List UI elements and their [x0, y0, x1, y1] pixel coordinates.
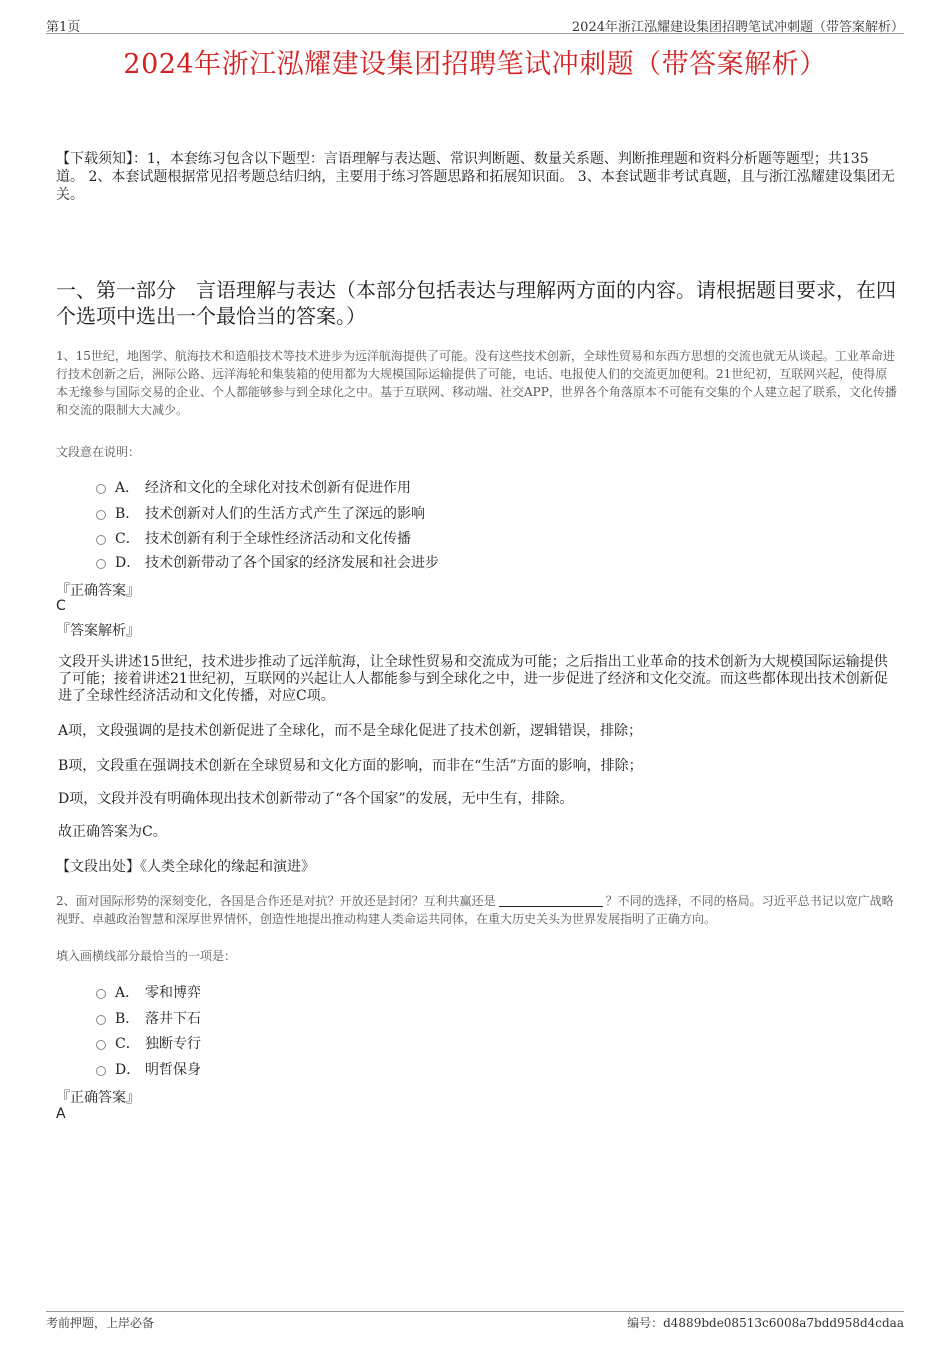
- question-1-option-d[interactable]: D． 技术创新带动了各个国家的经济发展和社会进步: [96, 552, 439, 572]
- radio-icon[interactable]: [96, 484, 106, 494]
- question-1-text: 1、15世纪，地图学、航海技术和造船技术等技术进步为远洋航海提供了可能。没有这些技术创新，全球性贸易和东西方思想的交流也就无从谈起。工业革命进行技术创新之后，洲际公路、远洋海轮和集装箱的使用都为大规模国际运输提供了可能，电话、电报使人们的交流更加便利。21世纪初，互联网兴起，使得原本无缘参与国际交易的企业、个人都能够参与到全球化之中。基于互联网、移动端、社交APP，世界各个角落原本不可能有交集的个人建立起了联系，文化传播和交流的限制大大减少。: [56, 349, 897, 417]
- question-1-conclusion: 故正确答案为C。: [58, 824, 167, 840]
- fill-blank: [499, 906, 603, 907]
- radio-icon[interactable]: [96, 1040, 106, 1050]
- question-2-answer-label: 『正确答案』: [56, 1090, 140, 1106]
- footer-slogan: 考前押题，上岸必备: [46, 1316, 155, 1330]
- question-1-option-b[interactable]: B． 技术创新对人们的生活方式产生了深远的影响: [96, 503, 425, 523]
- question-2-option-a[interactable]: A． 零和博弈: [96, 982, 201, 1002]
- question-2-answer: A: [56, 1106, 66, 1122]
- footer-serial: 编号：d4889bde08513c6008a7bdd958d4cdaa: [627, 1316, 904, 1330]
- question-1-prompt: 文段意在说明：: [56, 445, 141, 459]
- header-divider: [46, 33, 904, 34]
- download-notice: 【下载须知】：1，本套练习包含以下题型：言语理解与表达题、常识判断题、数量关系题、判断推理题和资料分析题等题型；共135道。 2、本套试题根据常见招考题总结归纳，主要用于练习答题思路和拓展知识面。 3、本套试题非考试真题，且与浙江泓耀建设集团无关。: [56, 151, 895, 203]
- question-2-prompt: 填入画横线部分最恰当的一项是：: [56, 949, 237, 963]
- question-1-note-a: A项，文段强调的是技术创新促进了全球化，而不是全球化促进了技术创新，逻辑错误，排除；: [58, 723, 643, 739]
- page-number: 第1页: [46, 20, 81, 35]
- question-1-note-b: B项，文段重在强调技术创新在全球贸易和文化方面的影响，而非在“生活”方面的影响，排除；: [58, 758, 643, 774]
- radio-icon[interactable]: [96, 989, 106, 999]
- question-2-option-d[interactable]: D． 明哲保身: [96, 1059, 201, 1079]
- question-2-option-b[interactable]: B． 落井下石: [96, 1008, 201, 1028]
- question-1-option-a[interactable]: A． 经济和文化的全球化对技术创新有促进作用: [96, 477, 411, 497]
- question-1-answer-label: 『正确答案』: [56, 583, 140, 599]
- footer-divider: [46, 1311, 904, 1312]
- question-1-note-d: D项，文段并没有明确体现出技术创新带动了“各个国家”的发展，无中生有，排除。: [58, 791, 574, 807]
- header-doc-title: 2024年浙江泓耀建设集团招聘笔试冲刺题（带答案解析）: [571, 20, 904, 35]
- radio-icon[interactable]: [96, 510, 106, 520]
- radio-icon[interactable]: [96, 559, 106, 569]
- question-1-source: 【文段出处】《人类全球化的缘起和演进》: [56, 859, 315, 875]
- question-1-option-c[interactable]: C． 技术创新有利于全球性经济活动和文化传播: [96, 528, 411, 548]
- question-2-text: 2、面对国际形势的深刻变化，各国是合作还是对抗？开放还是封闭？互利共赢还是 ？不同的选择，不同的格局。习近平总书记以宽广战略视野、卓越政治智慧和深厚世界情怀，创造性地提出推动构建人类命运共同体，在重大历史关头为世界发展指明了正确方向。: [56, 894, 894, 926]
- radio-icon[interactable]: [96, 535, 106, 545]
- question-1-analysis: 文段开头讲述15世纪，技术进步推动了远洋航海，让全球性贸易和交流成为可能；之后指出工业革命的技术创新为大规模国际运输提供了可能；接着讲述21世纪初，互联网的兴起让人人都能参与到全球化之中，进一步促进了经济和文化交流。而这些都体现出技术创新促进了全球性经济活动和文化传播，对应C项。: [58, 654, 888, 704]
- radio-icon[interactable]: [96, 1015, 106, 1025]
- question-1-answer: C: [56, 598, 66, 614]
- section-heading: 一、第一部分 言语理解与表达（本部分包括表达与理解两方面的内容。请根据题目要求，在四个选项中选出一个最恰当的答案。）: [56, 278, 896, 328]
- radio-icon[interactable]: [96, 1066, 106, 1076]
- question-1-analysis-label: 『答案解析』: [56, 623, 140, 639]
- document-title: 2024年浙江泓耀建设集团招聘笔试冲刺题（带答案解析）: [123, 49, 827, 80]
- question-2-option-c[interactable]: C． 独断专行: [96, 1033, 201, 1053]
